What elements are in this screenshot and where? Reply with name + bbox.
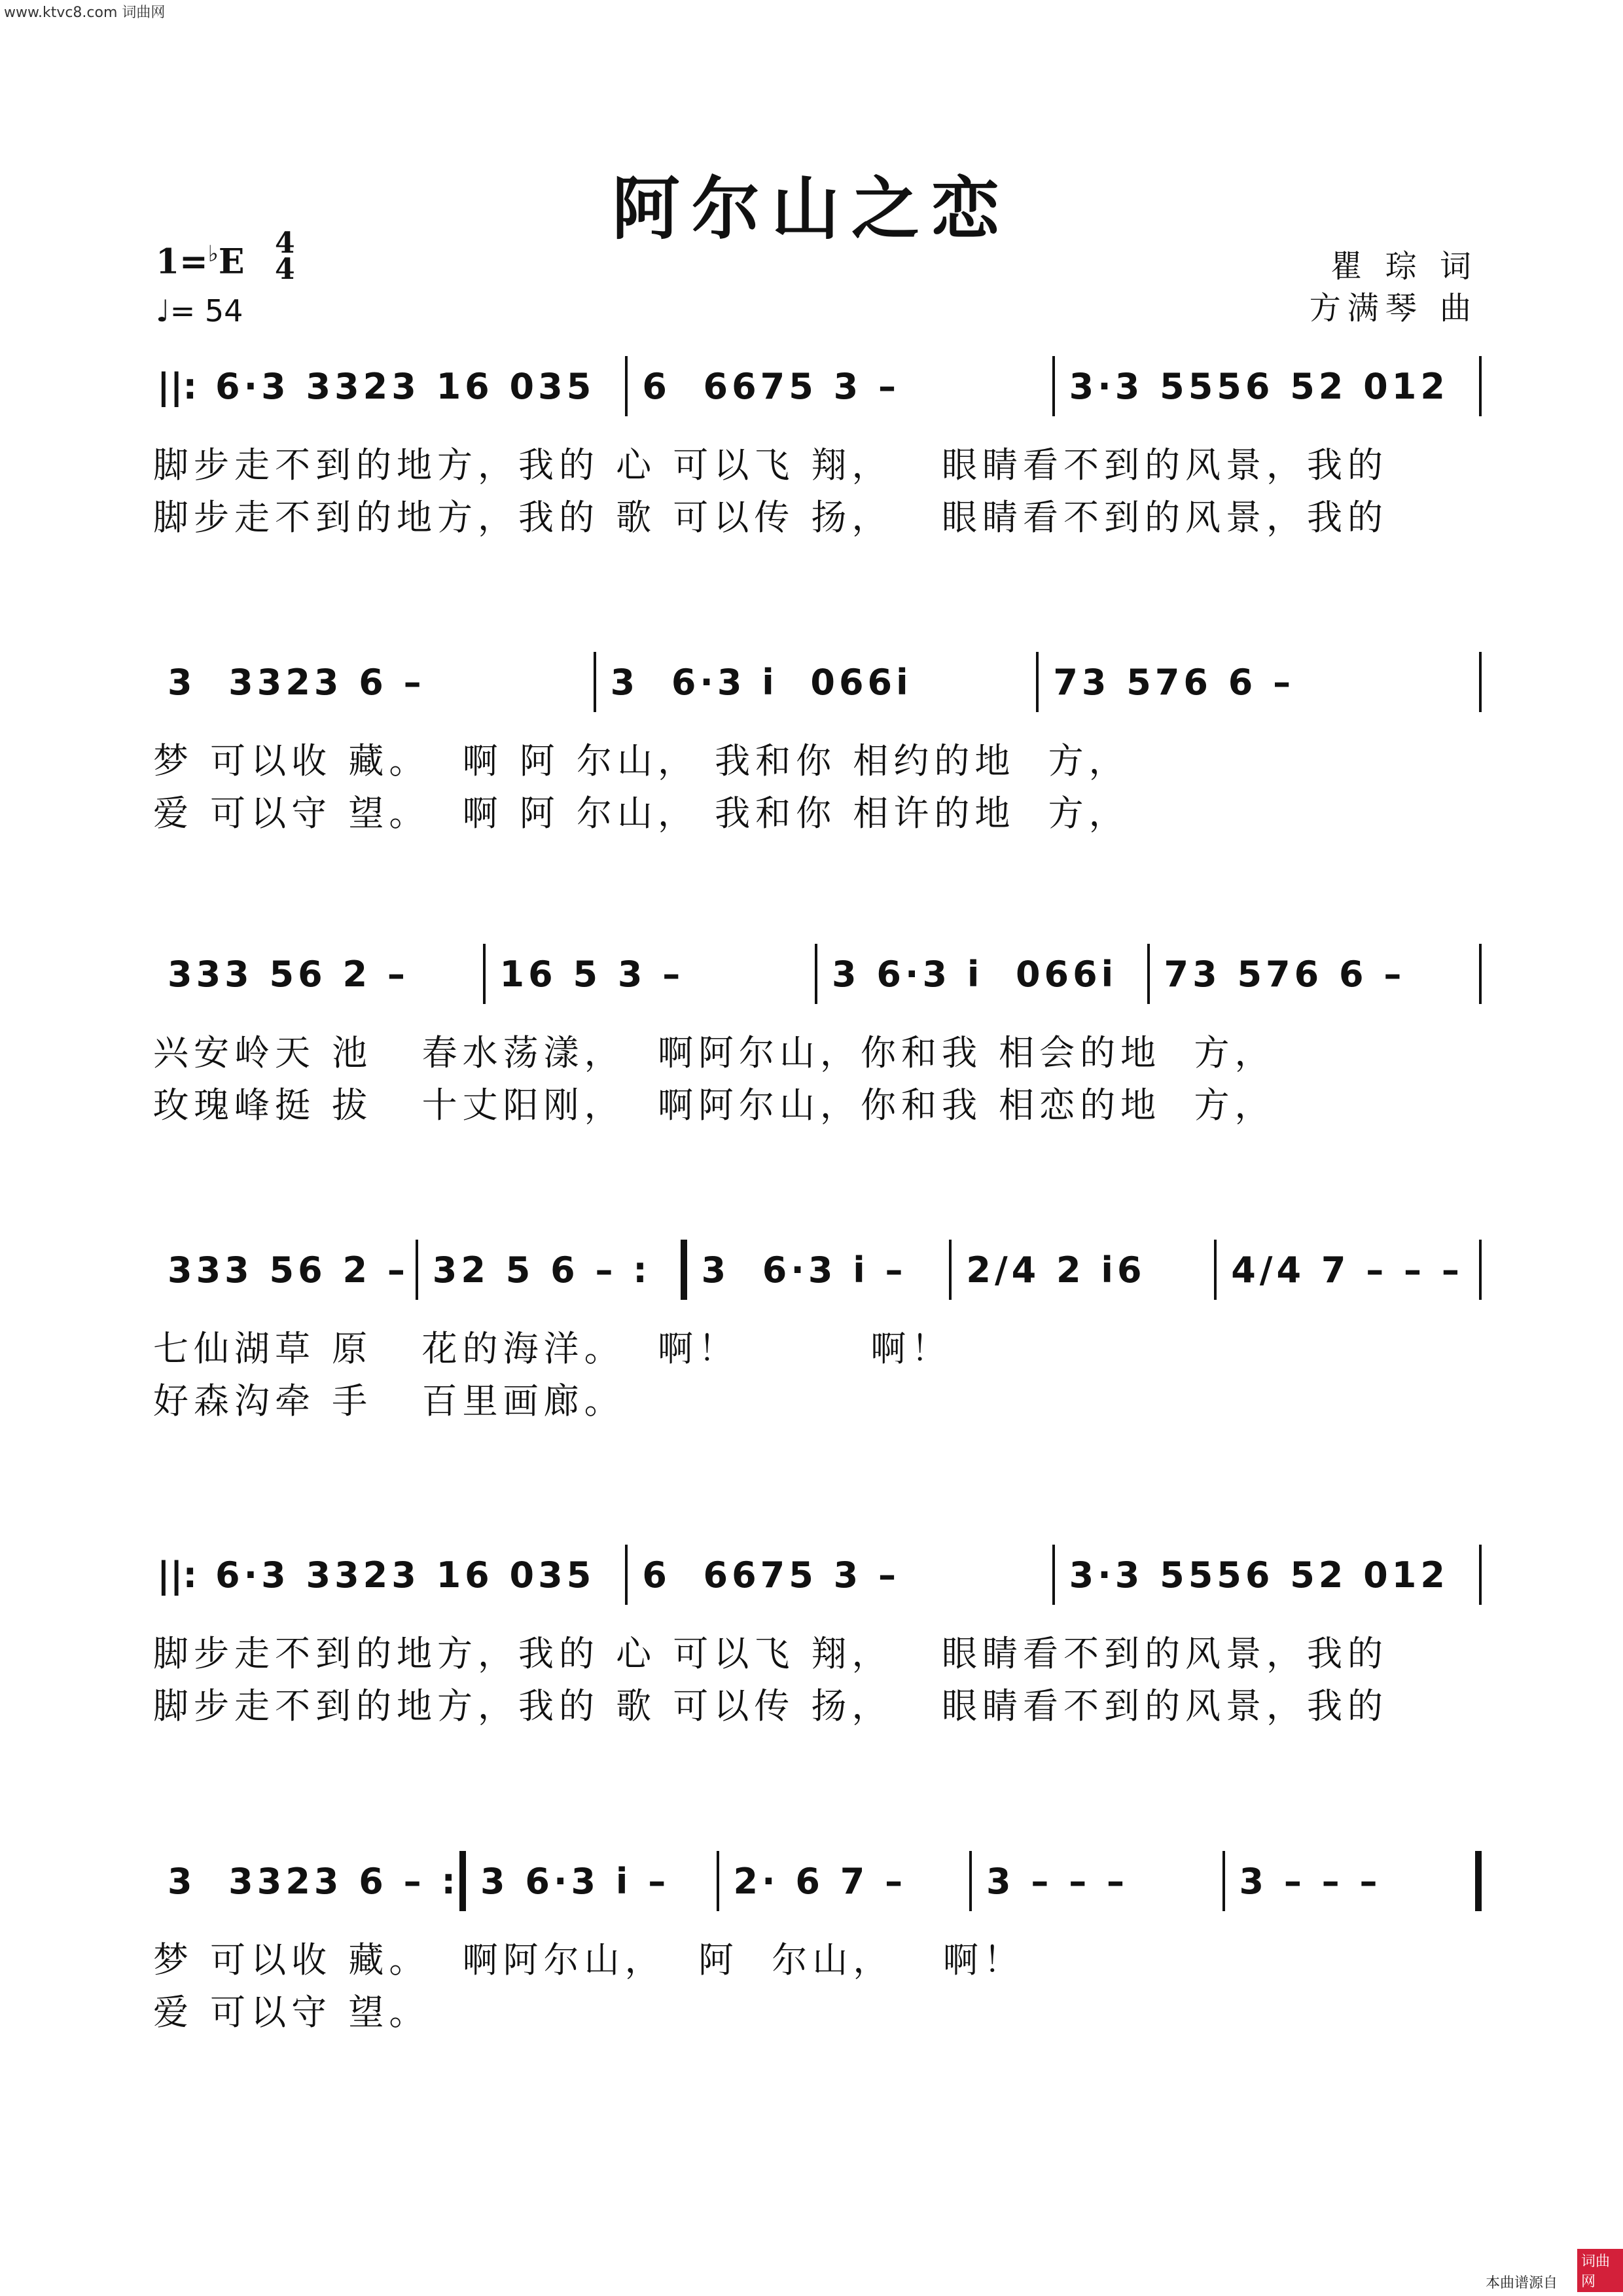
barline xyxy=(1479,944,1482,1004)
barline xyxy=(1479,1240,1482,1300)
lyrics-verse-1: 脚步走不到的地方，我的 心 可以飞 翔， 眼睛看不到的风景，我的 xyxy=(153,444,1388,486)
lyrics-verse-2: 脚步走不到的地方，我的 歌 可以传 扬， 眼睛看不到的风景，我的 xyxy=(153,497,1388,538)
measure: 3 – – – xyxy=(1239,1860,1382,1902)
measure: 6·3 3323 16 035 xyxy=(215,365,596,407)
measure: 6·3 3323 16 035 xyxy=(215,1554,596,1596)
notation-row xyxy=(153,649,1482,715)
meter-bottom: 4 xyxy=(275,253,295,286)
measure: 32 5 6 – : xyxy=(432,1249,651,1291)
measure: 333 56 2 – xyxy=(168,953,409,995)
lyrics-verse-1: 七仙湖草 原 花的海洋。 啊！ 啊！ xyxy=(153,1328,952,1369)
repeat-start: ||: xyxy=(157,1554,198,1596)
final-barline xyxy=(1475,1851,1482,1911)
measure: 2· 6 7 – xyxy=(733,1860,907,1902)
barline xyxy=(1479,356,1482,416)
repeat-end-barline xyxy=(459,1851,466,1911)
measure: 6 6675 3 – xyxy=(642,1554,900,1596)
song-title: 阿尔山之恋 xyxy=(611,168,1011,249)
repeat-end-barline xyxy=(681,1240,687,1300)
footer-site-logo: 词曲网 xyxy=(1577,2249,1623,2292)
lyrics-verse-1: 梦 可以收 藏。 啊 阿 尔山， 我和你 相约的地 方， xyxy=(153,740,1130,781)
measure: 6 6675 3 – xyxy=(642,365,900,407)
lyrics-verse-1: 脚步走不到的地方，我的 心 可以飞 翔， 眼睛看不到的风景，我的 xyxy=(153,1633,1388,1674)
measure: 2/4 2 i6 xyxy=(966,1249,1146,1291)
measure: 333 56 2 – xyxy=(168,1249,409,1291)
meter-top: 4 xyxy=(275,226,295,260)
lyrics-verse-2: 脚步走不到的地方，我的 歌 可以传 扬， 眼睛看不到的风景，我的 xyxy=(153,1685,1388,1727)
measure: 16 5 3 – xyxy=(499,953,685,995)
measure: 3 6·3 i 066i xyxy=(610,661,912,703)
measure: 3 3323 6 – : xyxy=(168,1860,460,1902)
quarter-note-icon: ♩ xyxy=(156,293,170,329)
lyricist-credit: 瞿 琮 词 xyxy=(1330,248,1478,285)
lyrics-verse-2: 好森沟牵 手 百里画廊。 xyxy=(153,1380,625,1422)
notation-row xyxy=(153,1542,1482,1607)
barline xyxy=(1479,652,1482,712)
flat-icon: ♭ xyxy=(207,241,219,267)
measure: 3·3 5556 52 012 xyxy=(1069,365,1449,407)
notation-row xyxy=(153,1237,1482,1302)
time-signature xyxy=(275,226,295,286)
measure: 3·3 5556 52 012 xyxy=(1069,1554,1449,1596)
lyrics-verse-2: 爱 可以守 望。 啊 阿 尔山， 我和你 相许的地 方， xyxy=(153,793,1130,834)
measure: 3 6·3 i 066i xyxy=(832,953,1118,995)
lyrics-verse-1: 梦 可以收 藏。 啊阿尔山， 阿 尔山， 啊！ xyxy=(153,1939,1024,1981)
measure: 73 576 6 – xyxy=(1053,661,1295,703)
barline xyxy=(1479,1545,1482,1605)
measure: 3 6·3 i – xyxy=(701,1249,907,1291)
composer-credit: 方满琴 曲 xyxy=(1309,290,1478,327)
tempo-value: = 54 xyxy=(169,293,243,329)
measure: 4/4 7 – – – xyxy=(1231,1249,1463,1291)
lyrics-verse-1: 兴安岭天 池 春水荡漾， 啊阿尔山，你和我 相会的地 方， xyxy=(153,1032,1275,1073)
lyrics-verse-2: 玫瑰峰挺 拔 十丈阳刚， 啊阿尔山，你和我 相恋的地 方， xyxy=(153,1085,1275,1126)
tempo-marking xyxy=(156,293,243,329)
repeat-start: ||: xyxy=(157,365,198,407)
notation-row xyxy=(153,353,1482,419)
notation-row xyxy=(153,1848,1482,1914)
key-signature xyxy=(156,241,244,281)
measure: 3 3323 6 – xyxy=(168,661,425,703)
measure: 73 576 6 – xyxy=(1164,953,1406,995)
notation-row xyxy=(153,941,1482,1007)
key-prefix: 1= xyxy=(156,242,208,282)
footer-source-label: 本曲谱源自 xyxy=(1486,2275,1558,2291)
site-watermark: www.ktvc8.com 词曲网 xyxy=(4,5,166,21)
measure: 3 6·3 i – xyxy=(480,1860,670,1902)
lyrics-verse-2: 爱 可以守 望。 xyxy=(153,1992,430,2033)
measure: 3 – – – xyxy=(986,1860,1128,1902)
key-note: E xyxy=(218,242,245,282)
